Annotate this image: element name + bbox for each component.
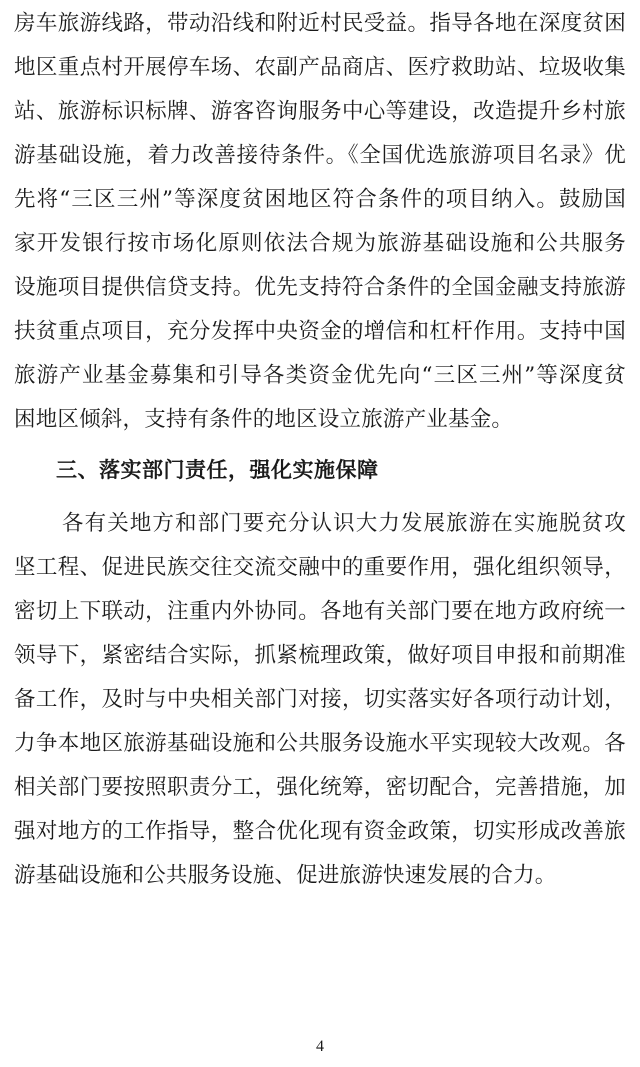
paragraph-1-line-7: 设施项目提供信贷支持。优先支持符合条件的全国金融支持旅游 <box>14 275 626 300</box>
section-heading: 三、落实部门责任，强化实施保障 <box>56 458 379 482</box>
paragraph-2-line-8: 强对地方的工作指导，整合优化现有资金政策，切实形成改善旅 <box>14 819 626 844</box>
paragraph-1-line-9: 旅游产业基金募集和引导各类资金优先向“三区三州”等深度贫 <box>14 363 626 388</box>
paragraph-1-line-3: 站、旅游标识标牌、游客咨询服务中心等建设，改造提升乡村旅 <box>14 99 626 124</box>
paragraph-2-line-7: 相关部门要按照职责分工，强化统筹，密切配合，完善措施，加 <box>14 775 626 800</box>
paragraph-2-line-6: 力争本地区旅游基础设施和公共服务设施水平实现较大改观。各 <box>14 731 626 756</box>
paragraph-2-line-9: 游基础设施和公共服务设施、促进旅游快速发展的合力。 <box>14 863 557 888</box>
paragraph-1-line-8: 扶贫重点项目，充分发挥中央资金的增信和杠杆作用。支持中国 <box>14 319 626 344</box>
paragraph-1-line-2: 地区重点村开展停车场、农副产品商店、医疗救助站、垃圾收集 <box>14 55 626 80</box>
paragraph-2-line-3: 密切上下联动，注重内外协同。各地有关部门要在地方政府统一 <box>14 599 626 624</box>
paragraph-1-line-6: 家开发银行按市场化原则依法合规为旅游基础设施和公共服务 <box>14 231 626 256</box>
paragraph-2-line-1: 各有关地方和部门要充分认识大力发展旅游在实施脱贫攻 <box>62 511 626 536</box>
paragraph-1-line-1: 房车旅游线路，带动沿线和附近村民受益。指导各地在深度贫困 <box>14 11 626 36</box>
paragraph-2-line-2: 坚工程、促进民族交往交流交融中的重要作用，强化组织领导， <box>14 555 626 580</box>
paragraph-1-line-5: 先将“三区三州”等深度贫困地区符合条件的项目纳入。鼓励国 <box>14 187 626 212</box>
paragraph-2-line-5: 备工作，及时与中央相关部门对接，切实落实好各项行动计划， <box>14 687 626 712</box>
paragraph-2-line-4: 领导下，紧密结合实际，抓紧梳理政策，做好项目申报和前期准 <box>14 643 626 668</box>
page-number: 4 <box>316 1038 324 1055</box>
paragraph-1-line-4: 游基础设施，着力改善接待条件。《全国优选旅游项目名录》优 <box>14 143 626 168</box>
paragraph-1-line-10: 困地区倾斜，支持有条件的地区设立旅游产业基金。 <box>14 407 514 432</box>
